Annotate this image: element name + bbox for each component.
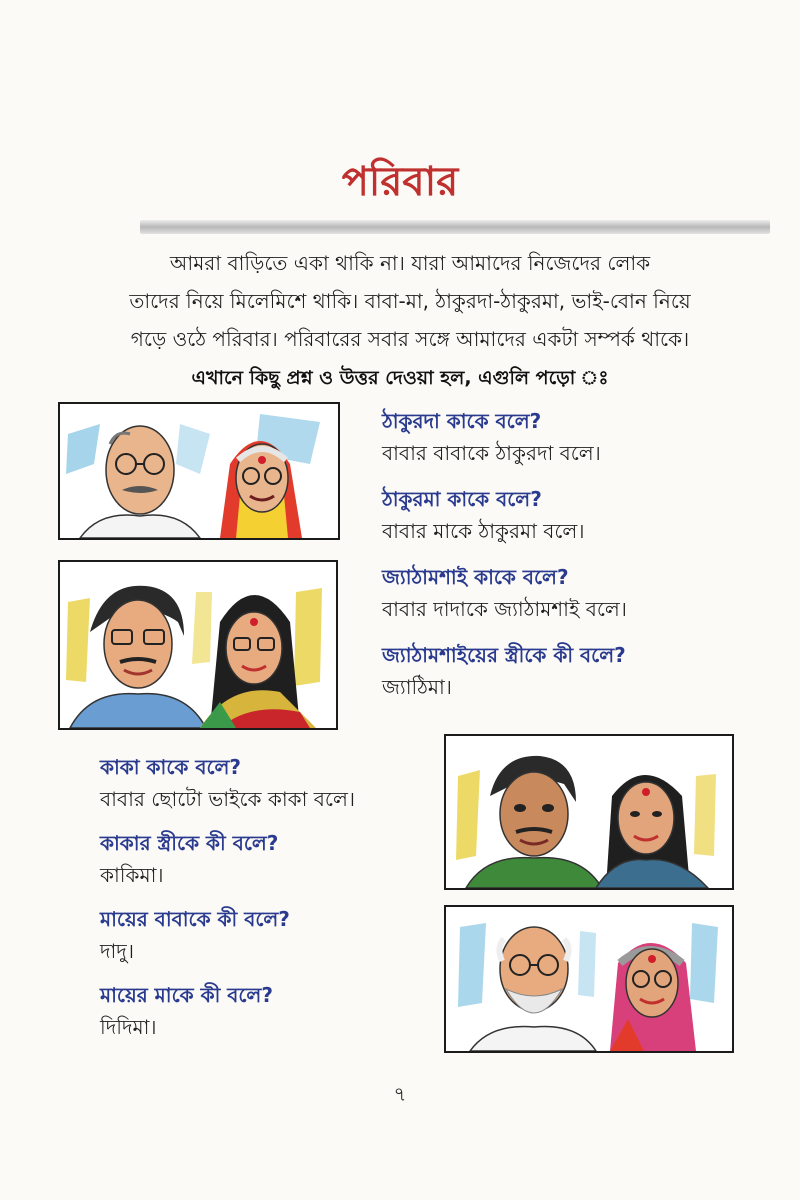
- question-text: মায়ের বাবাকে কী বলে?: [100, 907, 290, 931]
- illustration-jethamoshai-jethima: [58, 560, 338, 730]
- question-text: মায়ের মাকে কী বলে?: [100, 983, 273, 1007]
- answer-text: বাবার দাদাকে জ্যাঠামশাই বলে।: [382, 597, 627, 621]
- title-divider: [140, 220, 770, 234]
- qa-list-right: [382, 406, 782, 718]
- intro-line: তাদের নিয়ে মিলেমিশে থাকি। বাবা-মা, ঠাকুরদা-ঠাকুরমা, ভাই-বোন নিয়ে: [129, 289, 691, 313]
- question-text: জ্যাঠামশাইয়ের স্ত্রীকে কী বলে?: [382, 643, 626, 667]
- instruction-text: এখানে কিছু প্রশ্ন ও উত্তর দেওয়া হল, এগুলি পড়ো ঃ: [191, 367, 609, 389]
- question-text: জ্যাঠামশাই কাকে বলে?: [382, 565, 569, 589]
- answer-text: বাবার বাবাকে ঠাকুরদা বলে।: [382, 441, 601, 465]
- question-text: ঠাকুরদা কাকে বলে?: [382, 409, 542, 433]
- intro-line: গড়ে ওঠে পরিবার। পরিবারের সবার সঙ্গে আমাদের একটা সম্পর্ক থাকে।: [130, 327, 690, 351]
- answer-text: বাবার ছোটো ভাইকে কাকা বলে।: [100, 787, 356, 811]
- illustration-kaka-kakima: [444, 734, 734, 890]
- page-title: পরিবার: [341, 159, 459, 205]
- answer-text: বাবার মাকে ঠাকুরমা বলে।: [382, 519, 585, 543]
- intro-line: আমরা বাড়িতে একা থাকি না। যারা আমাদের নিজেদের লোক: [169, 251, 651, 275]
- answer-text: কাকিমা।: [100, 863, 164, 887]
- question-text: কাকার স্ত্রীকে কী বলে?: [100, 831, 279, 855]
- answer-text: দিদিমা।: [100, 1015, 157, 1039]
- illustration-grandparents-paternal: [58, 402, 340, 540]
- answer-text: জ্যাঠিমা।: [382, 675, 452, 699]
- question-text: কাকা কাকে বলে?: [100, 755, 242, 779]
- answer-text: দাদু।: [100, 939, 134, 963]
- illustration-dadu-didima: [444, 905, 734, 1053]
- intro-paragraph: [70, 244, 750, 358]
- question-text: ঠাকুরমা কাকে বলে?: [382, 487, 542, 511]
- page-number: ৭: [393, 1082, 407, 1106]
- qa-list-left: [100, 752, 430, 1056]
